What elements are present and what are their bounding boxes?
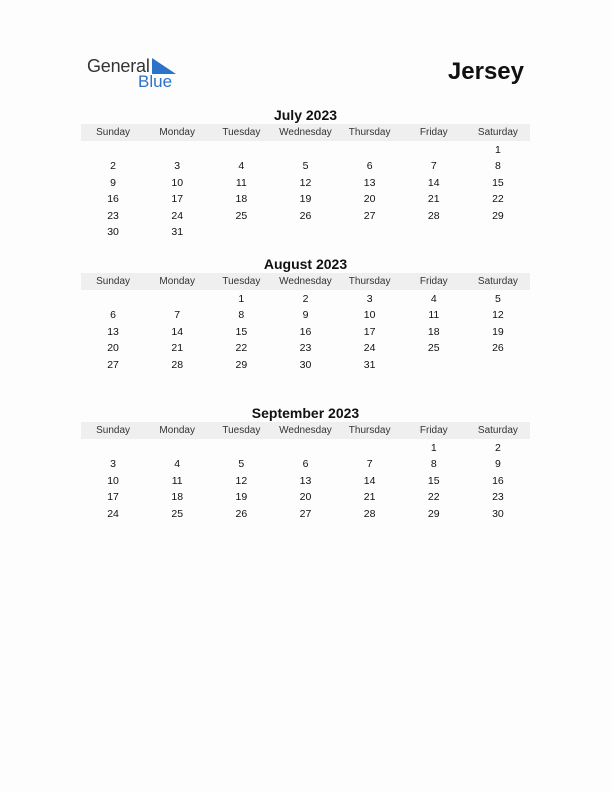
day-cell: 10 xyxy=(171,176,184,189)
day-cell xyxy=(338,440,402,457)
day-cell: 7 xyxy=(174,309,181,322)
day-cell: 28 xyxy=(363,507,376,520)
day-cell: 29 xyxy=(427,507,440,520)
day-cell xyxy=(81,440,145,457)
weekday-label: Friday xyxy=(419,276,448,287)
day-grid xyxy=(81,439,530,522)
country-title: Jersey xyxy=(447,58,524,85)
day-cell: 3 xyxy=(110,458,116,471)
day-cell: 18 xyxy=(171,491,184,504)
day-cell: 16 xyxy=(107,193,119,206)
day-cell: 6 xyxy=(110,309,116,322)
logo-text-blue: Blue xyxy=(138,72,173,91)
day-cell: 9 xyxy=(302,309,309,322)
day-cell xyxy=(81,142,145,159)
day-cell: 2 xyxy=(110,160,116,173)
day-cell: 21 xyxy=(427,193,440,206)
day-cell xyxy=(81,291,145,308)
day-cell: 5 xyxy=(495,292,501,305)
day-cell: 20 xyxy=(107,342,119,355)
weekday-label: Monday xyxy=(159,127,195,138)
day-cell xyxy=(273,224,337,241)
day-cell: 15 xyxy=(492,176,504,189)
day-cell: 5 xyxy=(302,160,309,173)
month-title: September 2023 xyxy=(251,405,360,421)
day-cell: 8 xyxy=(430,458,437,471)
weekday-label: Friday xyxy=(419,425,448,436)
day-cell xyxy=(402,357,466,374)
day-cell: 24 xyxy=(107,507,119,520)
weekday-label: Wednesday xyxy=(279,276,332,287)
day-cell: 23 xyxy=(492,491,504,504)
day-cell: 12 xyxy=(235,474,248,487)
day-cell: 27 xyxy=(107,358,119,371)
day-cell: 17 xyxy=(107,491,119,504)
day-cell: 11 xyxy=(171,474,183,487)
day-cell: 3 xyxy=(366,292,373,305)
day-cell xyxy=(145,142,209,159)
weekday-label: Tuesday xyxy=(222,276,261,287)
weekday-header xyxy=(81,273,530,290)
weekday-label: Saturday xyxy=(477,425,518,436)
day-cell: 26 xyxy=(492,342,504,355)
day-cell: 2 xyxy=(495,441,501,454)
day-cell: 31 xyxy=(171,226,184,239)
day-cell: 7 xyxy=(430,160,437,173)
day-cell: 22 xyxy=(235,342,248,355)
day-cell: 28 xyxy=(427,209,440,222)
weekday-label: Wednesday xyxy=(279,425,332,436)
day-cell: 30 xyxy=(107,226,119,239)
day-cell: 7 xyxy=(366,458,373,471)
day-cell: 9 xyxy=(495,458,501,471)
weekday-label: Sunday xyxy=(96,127,131,138)
day-cell: 1 xyxy=(238,292,245,305)
day-cell: 4 xyxy=(430,292,437,305)
day-cell: 21 xyxy=(363,491,376,504)
day-cell xyxy=(209,440,273,457)
day-cell: 5 xyxy=(238,458,245,471)
day-cell: 26 xyxy=(299,209,312,222)
month-july-2023 xyxy=(81,106,530,241)
day-cell: 27 xyxy=(363,209,376,222)
day-cell: 20 xyxy=(363,193,376,206)
month-title: August 2023 xyxy=(263,256,348,272)
day-cell: 1 xyxy=(430,441,437,454)
weekday-label: Thursday xyxy=(348,425,391,436)
day-cell xyxy=(145,291,209,308)
day-cell: 29 xyxy=(492,209,504,222)
day-cell: 15 xyxy=(235,325,248,338)
weekday-label: Saturday xyxy=(477,127,518,138)
day-cell: 21 xyxy=(171,342,184,355)
day-cell: 18 xyxy=(235,193,248,206)
day-cell: 14 xyxy=(363,474,376,487)
day-cell xyxy=(466,224,530,241)
day-cell: 2 xyxy=(302,292,309,305)
month-august-2023 xyxy=(81,255,530,373)
day-cell: 6 xyxy=(302,458,309,471)
day-cell: 29 xyxy=(235,358,248,371)
day-cell: 25 xyxy=(171,507,184,520)
month-september-2023 xyxy=(81,404,530,522)
day-cell: 24 xyxy=(171,209,184,222)
weekday-header xyxy=(81,124,530,141)
day-cell: 25 xyxy=(427,342,440,355)
day-cell: 23 xyxy=(299,342,312,355)
day-cell: 27 xyxy=(299,507,312,520)
weekday-label: Tuesday xyxy=(222,127,261,138)
day-cell: 16 xyxy=(492,474,504,487)
day-cell: 3 xyxy=(174,160,181,173)
day-cell: 31 xyxy=(363,358,376,371)
weekday-label: Thursday xyxy=(348,127,391,138)
day-cell: 17 xyxy=(363,325,376,338)
day-cell: 25 xyxy=(235,209,248,222)
day-cell: 8 xyxy=(495,160,501,173)
day-cell: 10 xyxy=(107,474,119,487)
day-cell: 4 xyxy=(238,160,245,173)
day-grid xyxy=(81,290,530,373)
day-cell: 15 xyxy=(427,474,440,487)
weekday-label: Sunday xyxy=(96,425,131,436)
day-cell xyxy=(209,224,273,241)
day-cell: 11 xyxy=(235,176,247,189)
day-cell xyxy=(338,224,402,241)
day-cell: 13 xyxy=(363,176,376,189)
day-cell: 26 xyxy=(235,507,248,520)
day-cell: 23 xyxy=(107,209,119,222)
weekday-label: Monday xyxy=(159,276,195,287)
day-cell: 10 xyxy=(363,309,376,322)
day-cell: 14 xyxy=(171,325,184,338)
day-cell: 12 xyxy=(492,309,504,322)
day-cell: 28 xyxy=(171,358,184,371)
logo xyxy=(87,56,187,92)
day-cell xyxy=(209,142,273,159)
weekday-label: Sunday xyxy=(96,276,131,287)
day-cell: 13 xyxy=(107,325,119,338)
day-cell xyxy=(273,142,337,159)
day-cell: 30 xyxy=(299,358,312,371)
day-cell: 9 xyxy=(110,176,116,189)
day-cell: 6 xyxy=(366,160,373,173)
day-cell: 13 xyxy=(299,474,312,487)
day-cell: 12 xyxy=(299,176,312,189)
weekday-label: Saturday xyxy=(477,276,518,287)
day-cell: 4 xyxy=(174,458,181,471)
day-cell: 14 xyxy=(427,176,440,189)
weekday-label: Friday xyxy=(419,127,448,138)
weekday-header xyxy=(81,422,530,439)
day-cell: 19 xyxy=(492,325,504,338)
day-cell xyxy=(402,224,466,241)
day-cell: 22 xyxy=(492,193,504,206)
day-cell xyxy=(402,142,466,159)
day-cell xyxy=(338,142,402,159)
day-cell: 1 xyxy=(495,143,501,156)
logo-text-general: General xyxy=(87,56,150,76)
day-cell: 18 xyxy=(427,325,440,338)
weekday-label: Wednesday xyxy=(279,127,332,138)
day-cell: 30 xyxy=(492,507,504,520)
day-cell: 24 xyxy=(363,342,376,355)
day-cell xyxy=(273,440,337,457)
day-cell: 19 xyxy=(299,193,312,206)
month-title: July 2023 xyxy=(273,107,338,123)
day-cell xyxy=(145,440,209,457)
day-cell: 11 xyxy=(428,309,440,322)
weekday-label: Thursday xyxy=(348,276,391,287)
day-cell: 8 xyxy=(238,309,245,322)
day-cell: 22 xyxy=(427,491,440,504)
day-cell: 17 xyxy=(171,193,184,206)
day-cell: 19 xyxy=(235,491,248,504)
day-cell: 20 xyxy=(299,491,312,504)
weekday-label: Monday xyxy=(159,425,195,436)
weekday-label: Tuesday xyxy=(222,425,261,436)
day-cell xyxy=(466,357,530,374)
day-cell: 16 xyxy=(299,325,312,338)
day-grid xyxy=(81,141,530,241)
